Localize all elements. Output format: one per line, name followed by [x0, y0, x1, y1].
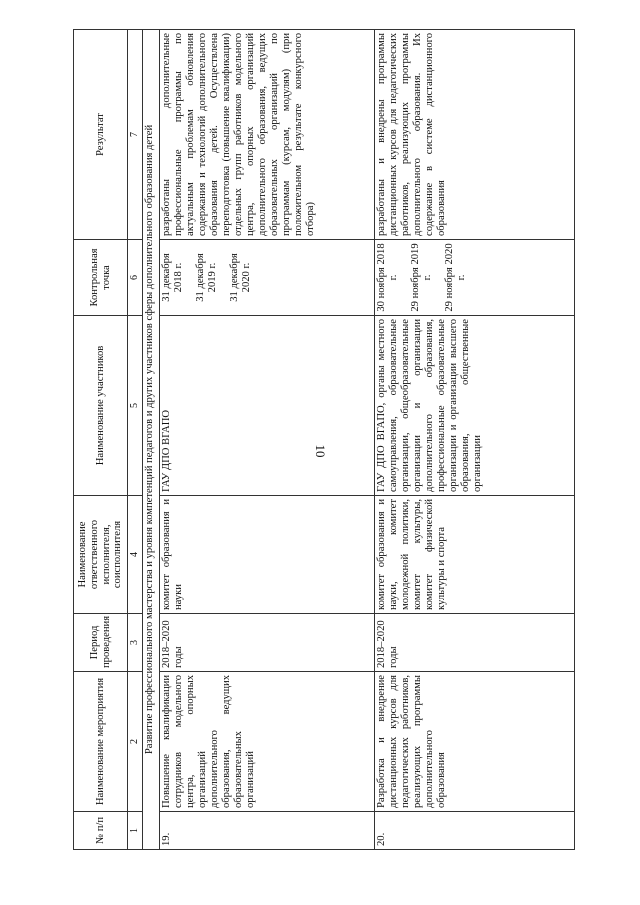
header-row: [74, 30, 128, 850]
header-cell-participants: Наименование участников: [74, 316, 128, 496]
row-number: 20.: [375, 812, 575, 850]
header-cell-num: № п/п: [74, 812, 128, 850]
column-number: 6: [128, 240, 143, 316]
checkpoint-date: 29 ноября 2019 г.: [409, 243, 433, 312]
checkpoint-date: 30 ноября 2018 г.: [376, 243, 399, 312]
checkpoint-cell: [375, 240, 575, 316]
event-name: Повышение квалификации сотрудников модельного центра, опорных организаций дополнительного образования, ведущих образовательных организаций: [160, 672, 375, 812]
result: разработаны дополнительные профессиональные программы по актуальным проблемам обновления содержания и технологий дополнительного образования детей. Осуществлена переподготовка (повышение квалификации) отдельных групп работников модельного центра, опорных организаций дополнительного образования, ведущих образовательных организаций по программам (курсам, модулям) (при положительном результате конкурсного отбора): [160, 30, 375, 240]
period: 2018–2020 годы: [160, 614, 375, 672]
row-number: 19.: [160, 812, 375, 850]
table-row: [375, 30, 575, 850]
landscape-table-container: [73, 30, 575, 850]
participants: ГАУ ДПО ВГАПО, органы местного самоуправления, образовательные организации, общеобразовательные организации и организации дополнительного образования, профессиональные образовательные организации и организации высшего образования, общественные организации: [375, 316, 575, 496]
table-row: [160, 30, 375, 850]
column-number: 4: [128, 496, 143, 614]
column-number: 3: [128, 614, 143, 672]
checkpoint-date: 31 декабря 2019 г.: [194, 253, 218, 302]
header-cell-result: Результат: [74, 30, 128, 240]
column-number: 1: [128, 812, 143, 850]
section-title: Развитие профессионального мастерства и уровня компетенций педагогов и других участников сферы дополнительного образования детей: [143, 30, 160, 850]
header-cell-checkpoint: Контрольная точка: [74, 240, 128, 316]
checkpoint-cell: [160, 240, 375, 316]
checkpoint-date: 31 декабря 2018 г.: [161, 253, 184, 302]
header-cell-event: Наименование мероприятия: [74, 672, 128, 812]
page-number: 10: [313, 444, 328, 458]
header-cell-executor: Наименование ответственного исполнителя, соисполнителя: [74, 496, 128, 614]
result: разработаны и внедрены программы дистанционных курсов для педагогических работников, реализующих программы дополнительного образования. Их содержание в системе дистанционного образования: [375, 30, 575, 240]
executor: комитет образования и науки, комитет молодежной политики, комитет культуры, комитет физической культуры и спорта: [375, 496, 575, 614]
checkpoint-date: 29 ноября 2020 г.: [443, 243, 467, 312]
executor: комитет образования и науки: [160, 496, 375, 614]
column-number: 7: [128, 30, 143, 240]
section-row: [143, 30, 160, 850]
header-cell-period: Период проведения: [74, 614, 128, 672]
participants: ГАУ ДПО ВГАПО: [160, 316, 375, 496]
period: 2018–2020 годы: [375, 614, 575, 672]
column-number-row: [128, 30, 143, 850]
column-number: 2: [128, 672, 143, 812]
plan-table: [73, 29, 575, 850]
column-number: 5: [128, 316, 143, 496]
checkpoint-date: 31 декабря 2020 г.: [228, 253, 252, 302]
event-name: Разработка и внедрение дистанционных курсов для педагогических работников, реализующих программы дополнительного образования: [375, 672, 575, 812]
